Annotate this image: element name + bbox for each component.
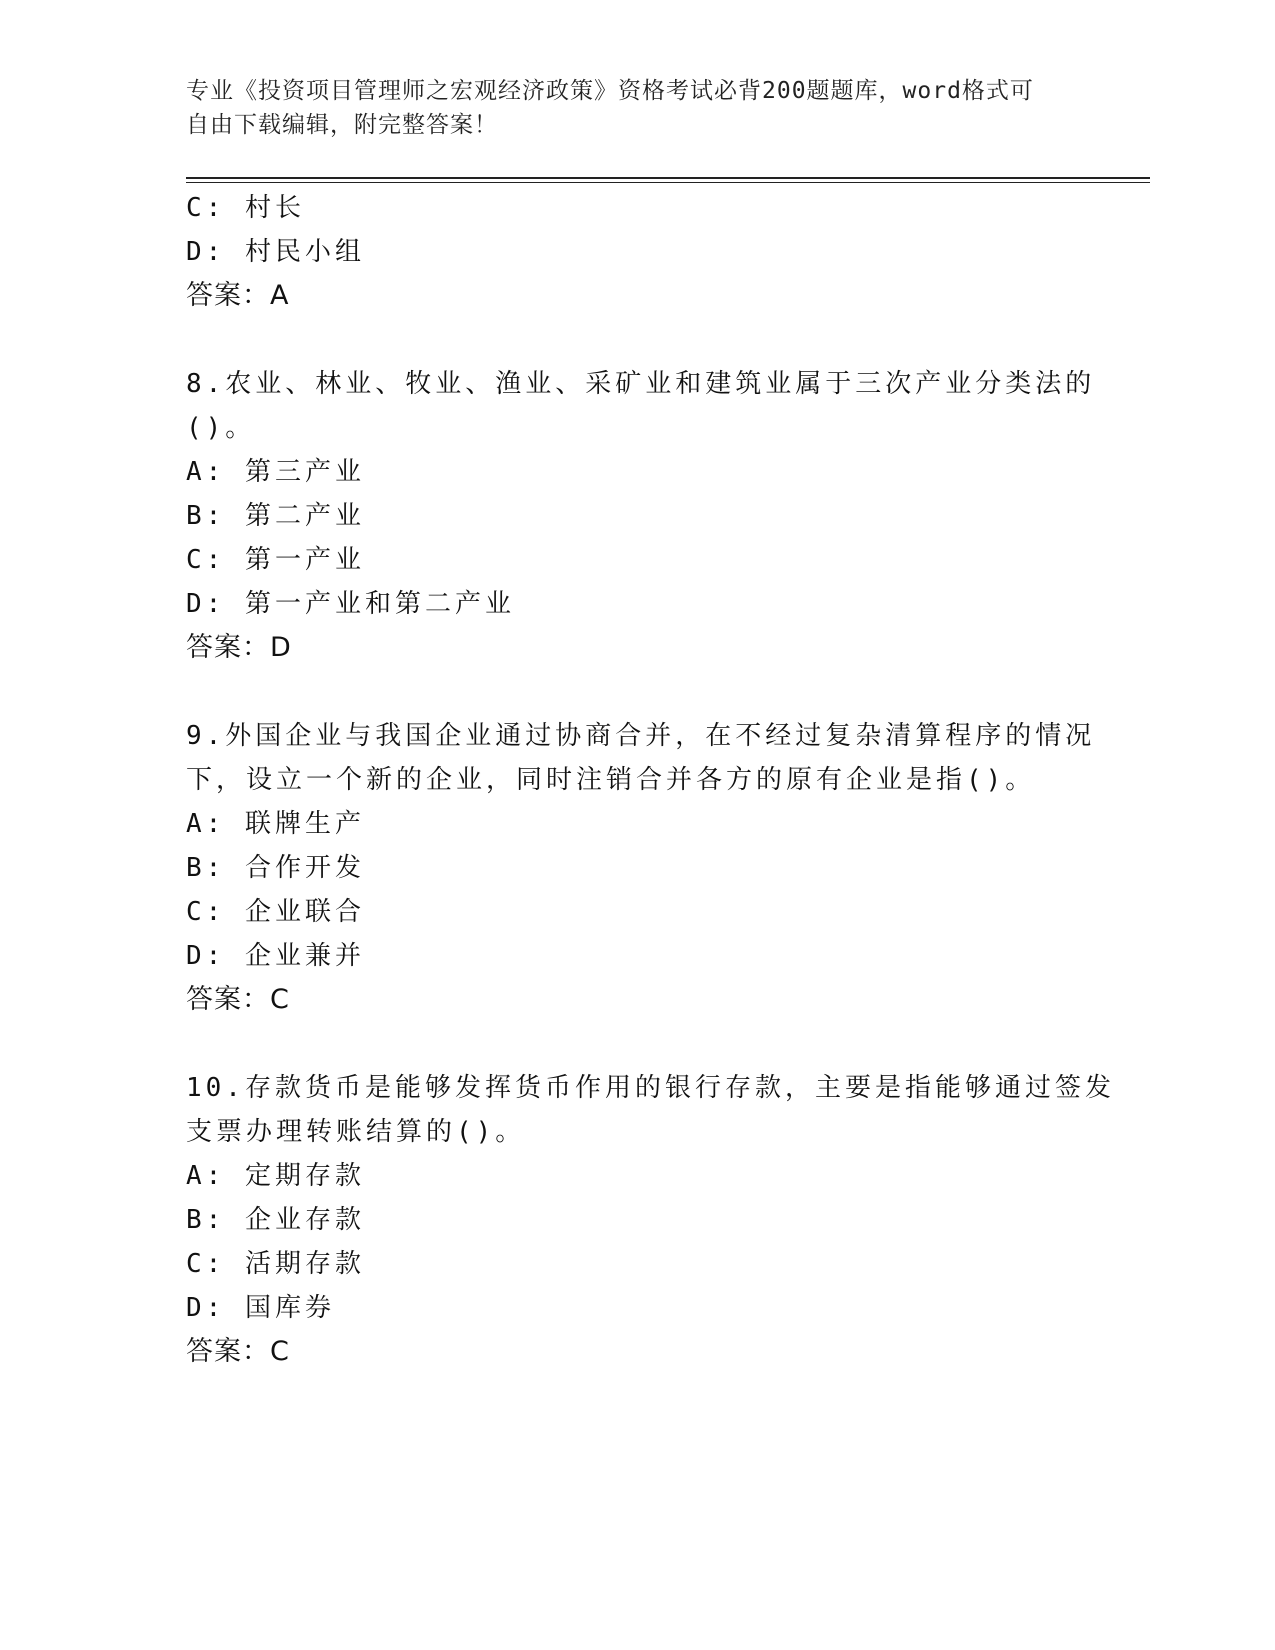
document-header xyxy=(186,74,1066,142)
question-10-answer: 答案：C xyxy=(186,1336,290,1367)
question-10-stem-line-1: 10.存款货币是能够发挥货币作用的银行存款，主要是指能够通过签发 xyxy=(186,1073,1115,1103)
header-line-2: 自由下载编辑，附完整答案！ xyxy=(186,112,498,138)
question-9-stem-line-1: 9.外国企业与我国企业通过协商合并，在不经过复杂清算程序的情况 xyxy=(186,721,1096,751)
question-8-option-d: D: 第一产业和第二产业 xyxy=(186,589,515,619)
answer-line: 答案：A xyxy=(186,280,290,311)
question-9-answer: 答案：C xyxy=(186,984,290,1015)
question-10-option-d: D: 国库券 xyxy=(186,1293,335,1323)
question-10-stem-line-2: 支票办理转账结算的()。 xyxy=(186,1117,526,1147)
question-8-option-a: A: 第三产业 xyxy=(186,457,365,487)
question-8-stem-line-2: ()。 xyxy=(186,413,256,443)
question-10-option-a: A: 定期存款 xyxy=(186,1161,365,1191)
question-10-option-c: C: 活期存款 xyxy=(186,1249,365,1279)
question-9-option-c: C: 企业联合 xyxy=(186,897,365,927)
option-c: C: 村长 xyxy=(186,193,305,223)
question-9-option-d: D: 企业兼并 xyxy=(186,941,365,971)
question-9-stem-line-2: 下，设立一个新的企业，同时注销合并各方的原有企业是指()。 xyxy=(186,765,1036,795)
question-8-option-b: B: 第二产业 xyxy=(186,501,365,531)
option-d: D: 村民小组 xyxy=(186,237,365,267)
question-9-option-a: A: 联牌生产 xyxy=(186,809,365,839)
header-rule-thin xyxy=(186,182,1150,183)
header-rule-thick xyxy=(186,177,1150,179)
question-8-answer: 答案：D xyxy=(186,632,292,663)
question-10-option-b: B: 企业存款 xyxy=(186,1205,365,1235)
question-8-stem-line-1: 8.农业、林业、牧业、渔业、采矿业和建筑业属于三次产业分类法的 xyxy=(186,369,1096,399)
header-line-1: 专业《投资项目管理师之宏观经济政策》资格考试必背200题题库，word格式可 xyxy=(186,78,1034,104)
question-9-option-b: B: 合作开发 xyxy=(186,853,365,883)
question-8-option-c: C: 第一产业 xyxy=(186,545,365,575)
